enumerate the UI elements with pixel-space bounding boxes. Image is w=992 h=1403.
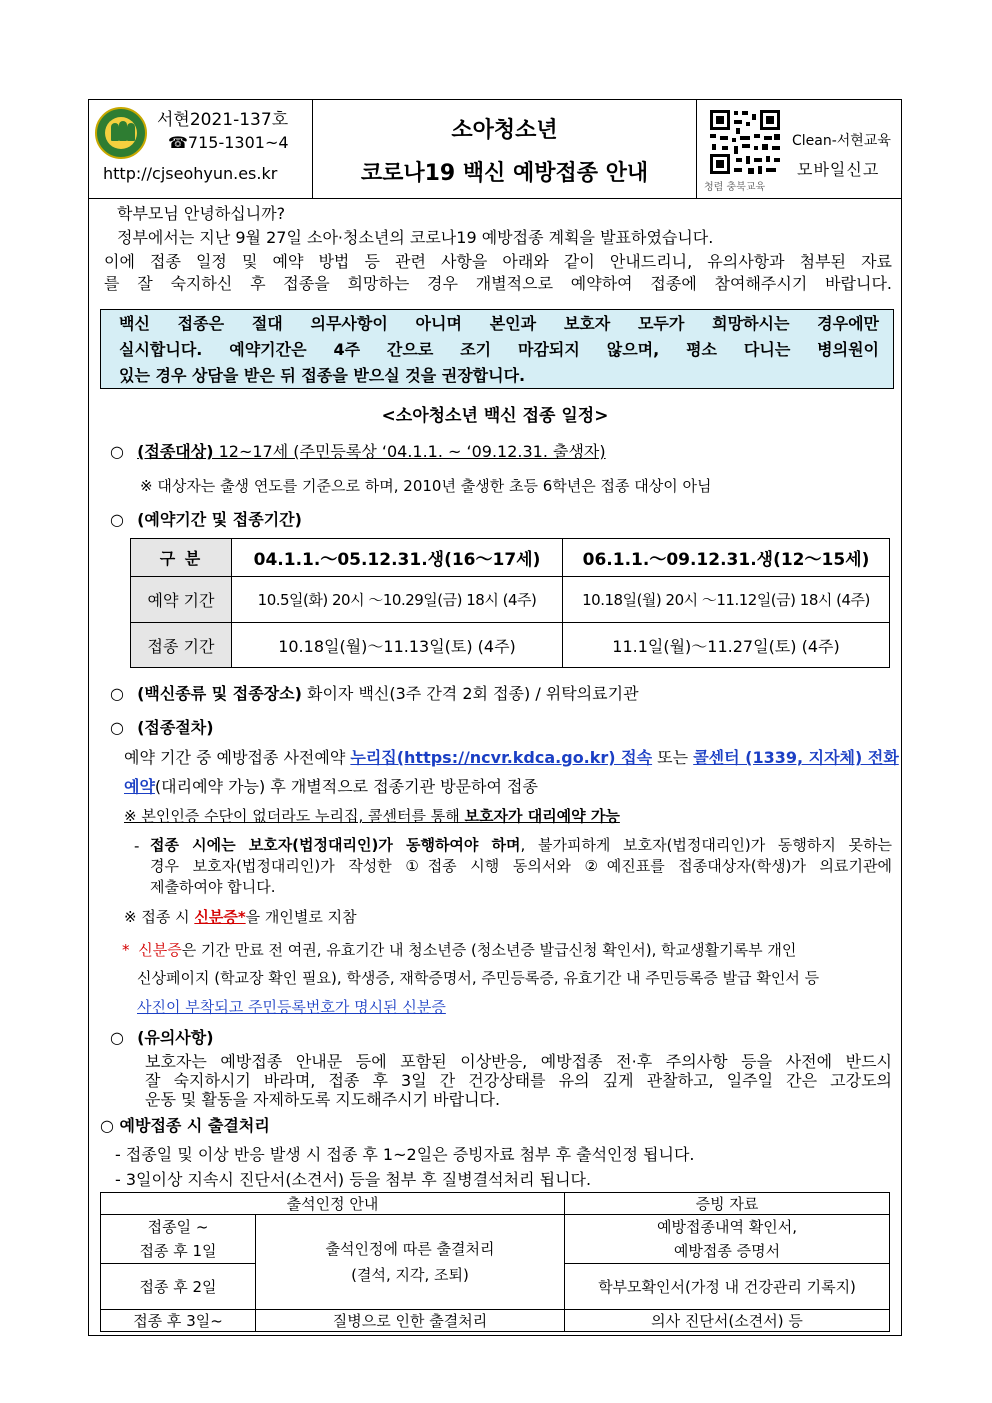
target-value: 12~17세 (주민등록상 ‘04.1.1. ~ ‘09.12.31. 출생자) [213,442,606,461]
bullet: ○ [110,510,124,529]
table-header: 04.1.1.～05.12.31.생(16～17세) [232,539,563,577]
table-cell: 접종 후 3일~ [101,1310,256,1332]
table-cell: 접종 기간 [131,623,232,668]
id-def-red: 신분증 [138,941,182,959]
notice-line: 실시합니다. 예약기간은 4주 간으로 조기 마감되지 않으며, 평소 다니는 병의원이 [119,340,879,359]
table-header: 06.1.1.～09.12.31.생(12～15세) [563,539,890,577]
intro-line: 정부에서는 지난 9월 27일 소아·청소년의 코로나19 예방접종 계획을 발표하였습니다. [117,228,714,247]
period-table [130,538,890,668]
notice-line: 있는 경우 상담을 받은 뒤 접종을 받으실 것을 권장합니다. [119,366,526,385]
notice-line: 백신 접종은 절대 의무사항이 아니며 본인과 보호자 모두가 희망하시는 경우에만 [119,314,879,333]
procedure-label: (접종절차) [137,718,214,737]
table-cell: 의사 진단서(소견서) 등 [565,1310,890,1332]
table-cell: 11.1일(월)～11.27일(토) (4주) [563,623,890,668]
header-divider [696,99,697,199]
guardian-rest: , 불가피하게 보호자(법정대리인)가 동행하지 못하는 [520,836,892,854]
table-cell-line: 예방접종 증명서 [673,1242,781,1260]
caution-text: 잘 숙지하시기 바라며, 접종 후 3일 간 건강상태를 유의 깊게 관찰하고, 일주일 간은 고강도의 [145,1071,892,1090]
table-cell-line: 접종일 ~ [147,1218,209,1236]
period-label: (예약기간 및 접종기간) [137,510,302,529]
page-title: 소아청소년 [451,118,558,143]
caution-label: (유의사항) [137,1028,214,1047]
intro-line: 를 잘 숙지하신 후 접종을 희망하는 경우 개별적으로 예약하여 접종에 참여해주시기 바랍니다. [104,274,892,293]
vaccine-value: 화이자 백신(3주 간격 2회 접종) / 위탁의료기관 [301,684,639,703]
table-header: 증빙 자료 [565,1193,890,1215]
document-number: 서현2021-137호 [157,110,289,130]
id-note-part: ※ 접종 시 [124,908,195,926]
procedure-text [124,777,538,797]
id-def-part: 은 기간 만료 전 여권, 유효기간 내 청소년증 (청소년증 발급신청 확인서), 학교생활기록부 개인 [181,941,797,959]
procedure-text [124,748,899,768]
table-header: 구 분 [131,539,232,577]
guardian-line: 경우 보호자(법정대리인)가 작성한 ①접종 시행 동의서와 ②예진표를 접종대상자(학생)가 의료기관에 [150,857,892,875]
reservation-link[interactable]: 예약 [124,777,155,796]
target-label: (접종대상) [137,442,214,461]
id-definition: 신상페이지 (학교장 확인 필요), 학생증, 재학증명서, 주민등록증, 유효기간 내 주민등록증 발급 확인서 등 [137,969,820,987]
id-star: * [122,941,130,959]
attendance-line: - 접종일 및 이상 반응 발생 시 접종 후 1~2일은 증빙자료 첨부 후 출석인정 됩니다. [115,1145,695,1164]
table-cell: 학부모확인서(가정 내 건강관리 기록지) [565,1264,890,1310]
procedure-line [110,718,214,738]
period-line [110,510,302,530]
target-line [110,442,606,462]
id-definition-emphasis: 사진이 부착되고 주민등록번호가 명시된 신분증 [137,998,446,1016]
notice-box [100,309,894,389]
table-cell: 10.5일(화) 20시 ～10.29일(금) 18시 (4주) [232,577,563,623]
attendance-table [100,1192,890,1332]
greeting: 학부모님 안녕하십니까? [117,204,286,223]
table-cell [256,1215,565,1310]
table-cell: 접종 후 2일 [101,1264,256,1310]
mobile-report-label: 모바일신고 [797,160,880,179]
school-logo-icon [95,107,147,159]
proxy-note-bold: 보호자가 대리예약 가능 [464,807,620,825]
nurizip-link[interactable]: 누리집(https://ncvr.kdca.go.kr) 접속 [350,748,653,767]
caution-text: 보호자는 예방접종 안내문 등에 포함된 이상반응, 예방접종 전·후 주의사항 등을 사전에 반드시 [145,1052,892,1071]
school-url[interactable]: http://cjseohyun.es.kr [103,164,278,183]
table-cell-line: 접종 후 1일 [139,1242,217,1260]
id-note-red: 신분증* [194,908,246,926]
bullet: ○ [110,442,124,461]
table-cell: 10.18일(월)～11.13일(토) (4주) [232,623,563,668]
page-subtitle: 코로나19 백신 예방접종 안내 [360,161,649,186]
id-definition [122,940,796,960]
table-header: 출석인정 안내 [101,1193,565,1215]
vaccine-line [110,684,639,704]
table-cell: 질병으로 인한 출결처리 [256,1310,565,1332]
caution-text: 운동 및 활동을 자제하도록 지도해주시기 바랍니다. [145,1090,501,1109]
attendance-line: - 3일이상 지속시 진단서(소견서) 등을 첨부 후 질병결석처리 됩니다. [115,1170,592,1189]
qr-code-icon[interactable] [708,108,782,176]
bullet: ○ [110,684,124,703]
table-cell: 10.18일(월) 20시 ～11.12일(금) 18시 (4주) [563,577,890,623]
proxy-note-part: ※ 본인인증 수단이 없더라도 누리집, 콜센터를 통해 [124,807,465,825]
attendance-title: ○ 예방접종 시 출결처리 [100,1116,270,1135]
proxy-note [124,806,620,826]
qr-caption: 청렴 충북교육 [704,182,766,193]
table-cell-line: 예방접종내역 확인서, [657,1218,797,1236]
table-cell [101,1215,256,1264]
procedure-text-part: 예약 기간 중 예방접종 사전예약 [124,748,351,767]
guardian-line [150,835,892,855]
guardian-bold: 접종 시에는 보호자(법정대리인)가 동행하여야 하며 [150,836,521,854]
clean-label: Clean-서현교육 [792,133,891,149]
target-note: ※ 대상자는 출생 연도를 기준으로 하며, 2010년 출생한 초등 6학년은 접종 대상이 아님 [140,477,712,495]
table-cell: 예약 기간 [131,577,232,623]
table-cell-line: 출석인정에 따른 출결처리 [325,1240,495,1258]
procedure-text-part: 또는 [652,748,694,767]
callcenter-link[interactable]: 콜센터 (1339, 지자체) 전화 [693,748,899,767]
id-note-part: 을 개인별로 지참 [245,908,357,926]
intro-line: 이에 접종 일정 및 예약 방법 등 관련 사항을 아래와 같이 안내드리니, 유의사항과 첨부된 자료 [104,252,892,271]
procedure-text-part: (대리예약 가능) 후 개별적으로 접종기관 방문하여 접종 [154,777,538,796]
bullet: ○ [110,718,124,737]
table-cell-line: (결석, 지각, 조퇴) [351,1266,469,1284]
bullet: ○ [110,1028,124,1047]
caution-line [110,1028,214,1048]
phone-number: ☎715-1301~4 [168,133,289,152]
table-cell [565,1215,890,1264]
section-title: <소아청소년 백신 접종 일정> [381,406,609,426]
guardian-line: 제출하여야 합니다. [150,878,276,896]
guardian-dash: - [134,837,140,855]
vaccine-label: (백신종류 및 접종장소) [137,684,302,703]
id-note [124,907,357,927]
